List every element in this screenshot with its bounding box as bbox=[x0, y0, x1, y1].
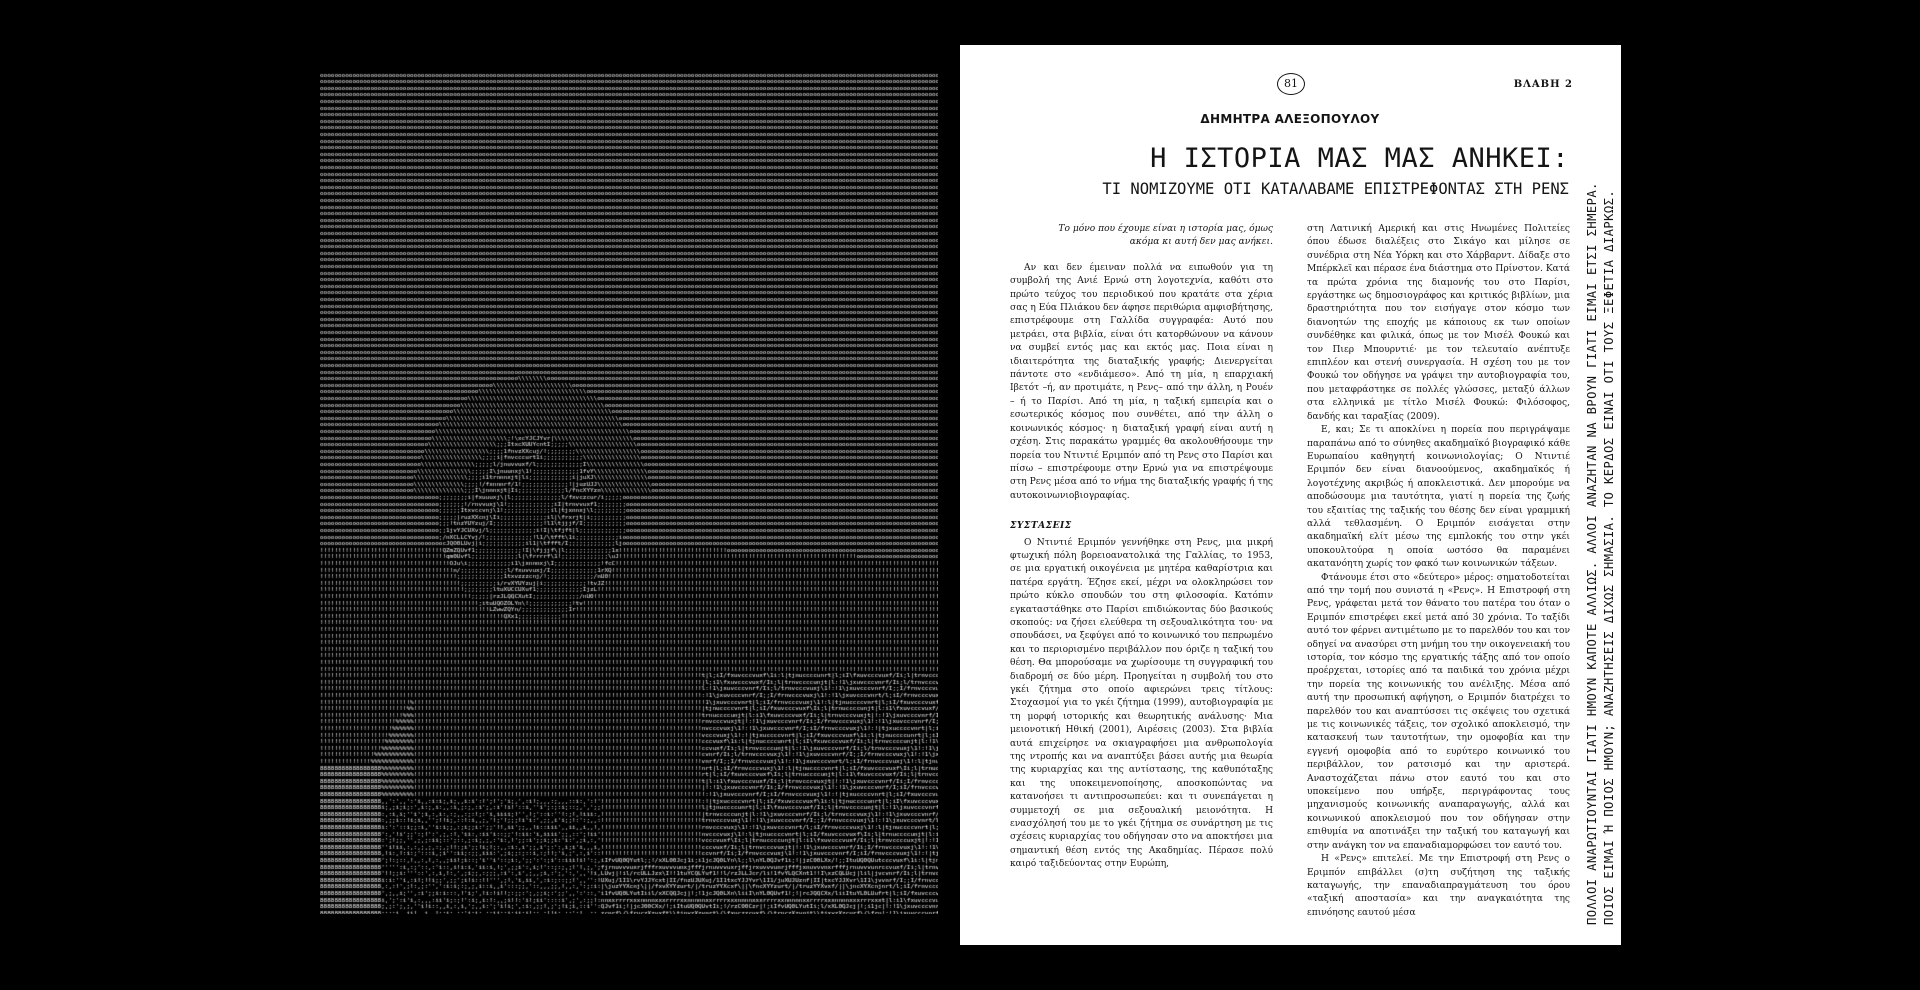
issue-label: ΒΛΑΒΗ 2 bbox=[1513, 79, 1573, 90]
section-paragraph: Ο Ντιντιέ Εριμπόν γεννήθηκε στη Ρενς, μια μικρή φτωχική πόλη βορειοανατολικά της Γαλλίας, το 1953, σε μια εργατική οικογένεια με μητέρα καθαρίστρια και πατέρα εργάτη. Έζησε εκεί, μέχρι να ολοκληρώσει τον πρώτο κύκλο σπουδών του στη φιλοσοφία. Κατόπιν εγκαταστάθηκε στο Παρίσι επιδιώκοντας δύο βασικούς σκοπούς: να ζήσει ελεύθερα τη σεξουαλικότητα του· να σπουδάσει, να ξεφύγει από το κοινωνικό του πεπρωμένο και το περιορισμένο περιβάλλον που όριζε η ταξική του θέση. Θα μπορούσαμε να χωρίσουμε τη συγγραφική του διαδρομή σε δύο μέρη. Προηγείται η συμβολή του στο γκέι ζήτημα στο οποίο αφιερώνει τρεις τίτλους: Στοχασμοί για το γκέι ζήτημα (1999), αυτοβιογραφία με τη μορφή ιστορικής και θεωρητικής ανάλυσης· Μια μειονοτική Ηθική (2001), Αιρέσεις (2003). Στα βιβλία αυτά επιχείρησε να σκιαγραφήσει μια ανθρωπολογία της ντροπής και να αναπτύξει βάσει αυτής μια θεωρία της κυριαρχίας και της αντίστασης, της καθυπόταξης και της υποκειμενοποίησης, αποσκοπώντας να κατανοήσει τι αντιπροσωπεύει: και τι συνεπάγεται η συμμετοχή σε μια σεξουαλική μειονότητα. Η ενασχόλησή του με το γκέι ζήτημα σε συνάρτηση με τις σχέσεις κυριαρχίας του οδήγησαν στο να αποκτήσει μια σημαντική θέση εντός της Ακαδημίας. Πέρασε πολύ καιρό ταξιδεύοντας στην Ευρώπη, bbox=[1010, 537, 1273, 870]
section-heading: ΣΥΣΤΑΣΕΙΣ bbox=[1010, 520, 1072, 532]
epigraph: Το μόνο που έχουμε είναι η ιστορία μας, όμως ακόμα κι αυτή δεν μας ανήκει. bbox=[1058, 224, 1273, 248]
page-number: 81 bbox=[1277, 73, 1305, 95]
vertical-text-line-2: ΠΟΙΟΣ ΕΙΜΑΙ Ή ΠΟΙΟΣ ΗΜΟΥΝ; ΑΝΑΖΗΤΗΣΕΙΣ ΔΙΧΩΣ ΣΗΜΑΣΙΑ. ΤΟ ΚΕΡΔΟΣ ΕΙΝΑΙ ΟΤΙ ΤΟΥΣ ΞΕΦΕΤΙΑ ΔΙΑΡΚΩΣ. bbox=[1602, 189, 1616, 925]
text-column-left bbox=[1010, 223, 1273, 872]
intro-paragraph: Αν και δεν έμειναν πολλά να ειπωθούν για τη συμβολή της Ανιέ Ερνώ στη λογοτεχνία, καθότι στο πρώτο τεύχος του περιοδικού που κρατάτε στα χέρια σας η Εύα Πλιάκου δεν άφησε περιθώρια αμφισβήτησης, επιστρέφουμε στη Γαλλίδα συγγραφέα: Αυτό που μετράει, στα βιβλία, είναι ότι κατορθώνουν να κάνουν να συμβεί εντός μας και εκτός μας. Ποια είναι η ιδιαιτερότητα της διαταξικής γραφής; Διενεργείται πάντοτε στο «ενδιάμεσο». Από τη μία, η επαρχιακή Ιβετότ –ή, αν προτιμάτε, η Ρενς– από την άλλη, η Ρουέν – ή το Παρίσι. Από τη μία, η ταξική εμπειρία και ο εσωτερικός κόσμος που συνθέτει, από την άλλη ο κοινωνικός κόσμος· η διαταξική γραφή είναι αυτή η σχέση. Στις παρακάτω γραμμές θα ακολουθήσουμε την πορεία του Ντιντιέ Εριμπόν από τη Ρενς στο Παρίσι και πίσω – επιστρέφουμε στην Ερνώ για να επιστρέψουμε στη Ρενς μέσα από το νήμα της διαταξικής γραφής ή της αυτοκοινωνιοβιογραφίας. bbox=[1010, 262, 1273, 501]
magazine-page bbox=[960, 45, 1621, 945]
author-name: ΔΗΜΗΤΡΑ ΑΛΕΞΟΠΟΥΛΟΥ bbox=[1200, 112, 1380, 126]
paragraph: στη Λατινική Αμερική και στις Ηνωμένες Πολιτείες όπου έδωσε διαλέξεις στο Σικάγο και μίλησε σε συνέδρια στη Νέα Υόρκη και στο Χάρβαρντ. Δίδαξε στο Μπέρκλεϊ και πέρασε ένα διάστημα στο Πρίνστον. Κατά τα πρώτα χρόνια της διαμονής του στο Παρίσι, εργάστηκε ως δημοσιογράφος και κριτικός βιβλίων, μια δραστηριότητα που τον εισήγαγε στον κόσμο των διανοητών της εποχής με κάποιους εκ των οποίων συνδέθηκε και φιλικά, όπως με τον Μισέλ Φουκώ και τον Πιερ Μπουρντιέ· με τον τελευταίο ανέπτυξε επιπλέον και στενή συνεργασία. Η σχέση του με τον Φουκώ τον οδήγησε να γράψει την αυτοβιογραφία του, που μεταφράστηκε σε πολλές γλώσσες, μεταξύ άλλων στα ελληνικά με τίτλο Μισέλ Φουκώ: Φιλόσοφος, δανδής και ταραξίας (2009). bbox=[1307, 224, 1570, 422]
ascii-art-portrait bbox=[320, 72, 938, 914]
vertical-text-line-1: ΠΟΛΛΟΙ ΑΝΑΡΩΤΙΟΥΝΤΑΙ ΓΙΑΤΙ ΗΜΟΥΝ ΚΑΠΟΤΕ ΑΛΛΙΩΣ. ΑΛΛΟΙ ΑΝΑΖΗΤΑΝ ΝΑ ΒΡΟΥΝ ΓΙΑΤΙ ΕΙΜΑΙ ΕΤΣΙ ΣΗΜΕΡΑ. bbox=[1585, 182, 1599, 925]
paragraph: Ε, και; Σε τι αποκλίνει η πορεία που περιγράψαμε παραπάνω από το σύνηθες ακαδημαϊκό βιογραφικό κάθε Ευρωπαίου καθηγητή κοινωνιολογίας; Ο Ντιντιέ Εριμπόν δεν είναι διανοούμενος, ακαδημαϊκός ή λογοτέχνης ακριβώς ή αποκλειστικά. Δεν μπορούμε να αποδώσουμε μια ταυτότητα, γιατί η πορεία της ζωής του εξαιτίας της ταξικής του θέσης δεν είναι γραμμική αλλά τεθλασμένη. Ο Εριμπόν εισάγεται στην ακαδημαϊκή ελίτ μέσω της εμπλοκής του στην γκέι υποκουλτούρα η οποία ωστόσο θα παραμένει ακατανόητη χωρίς τον φακό των κοινωνικών τάξεων. bbox=[1307, 425, 1570, 570]
text-column-right bbox=[1307, 223, 1570, 920]
paragraph: Η «Ρενς» επιτελεί. Με την Επιστροφή στη Ρενς ο Εριμπόν επιβάλλει (σ)τη συζήτηση της ταξικής καταγωγής, την επαναδιαπραγμάτευση του όρου «ταξική αποστασία» και την αναγκαιότητα της επινόησης εαυτού μέσα bbox=[1307, 854, 1570, 918]
paragraph: Φτάνουμε έτσι στο «δεύτερο» μέρος: σηματοδοτείται από την τομή που συνιστά η «Ρενς». Η Επιστροφή στη Ρενς, γράφεται μετά τον θάνατο του πατέρα του όταν ο Εριμπόν επιστρέφει εκεί μετά από 30 χρόνια. Το ταξίδι αυτό τον φέρνει αντιμέτωπο με το παρελθόν του και τον οδηγεί να ανασύρει στη μνήμη του την οικογενειακή του ιστορία, τον κόσμο της εργατικής τάξης από τον οποίο προέρχεται, ιστορίες από τα παιδικά του χρόνια μέχρι την πορεία της κοινωνικής του ανέλιξης. Μέσα από αυτή την προσωπική αφήγηση, ο Εριμπόν διατρέχει το παρελθόν του και αναπτύσσει τις σκέψεις του σχετικά με τις κοινωνικές τάξεις, τον σχολικό αποκλεισμό, την κατασκευή των ταυτοτήτων, την ομοφοβία και την εγγενή ομοφοβία από το ευρύτερο κοινωνικό του περιβάλλον, τον ρατσισμό και την αριστερά. Αναστοχάζεται πάνω στον εαυτό του και στο υποκείμενο που υπήρξε, περιγράφοντας τους μηχανισμούς κοινωνικής αναπαραγωγής, αλλά και κοινωνικού αποκλεισμού που τον οδήγησαν στην επιθυμία να αποτινάξει την ταξική του καταγωγή και στην ανάγκη τον να επαναδιαμορφώσει τον εαυτό του. bbox=[1307, 572, 1570, 851]
article-subtitle: ΤΙ ΝΟΜΙΖΟΥΜΕ ΟΤΙ ΚΑΤΑΛΑΒΑΜΕ ΕΠΙΣΤΡΕΦΟΝΤΑΣ ΣΤΗ ΡΕΝΣ bbox=[1102, 180, 1569, 198]
article-title: Η ΙΣΤΟΡΙΑ ΜΑΣ ΜΑΣ ΑΝΗΚΕΙ: bbox=[1150, 143, 1569, 174]
